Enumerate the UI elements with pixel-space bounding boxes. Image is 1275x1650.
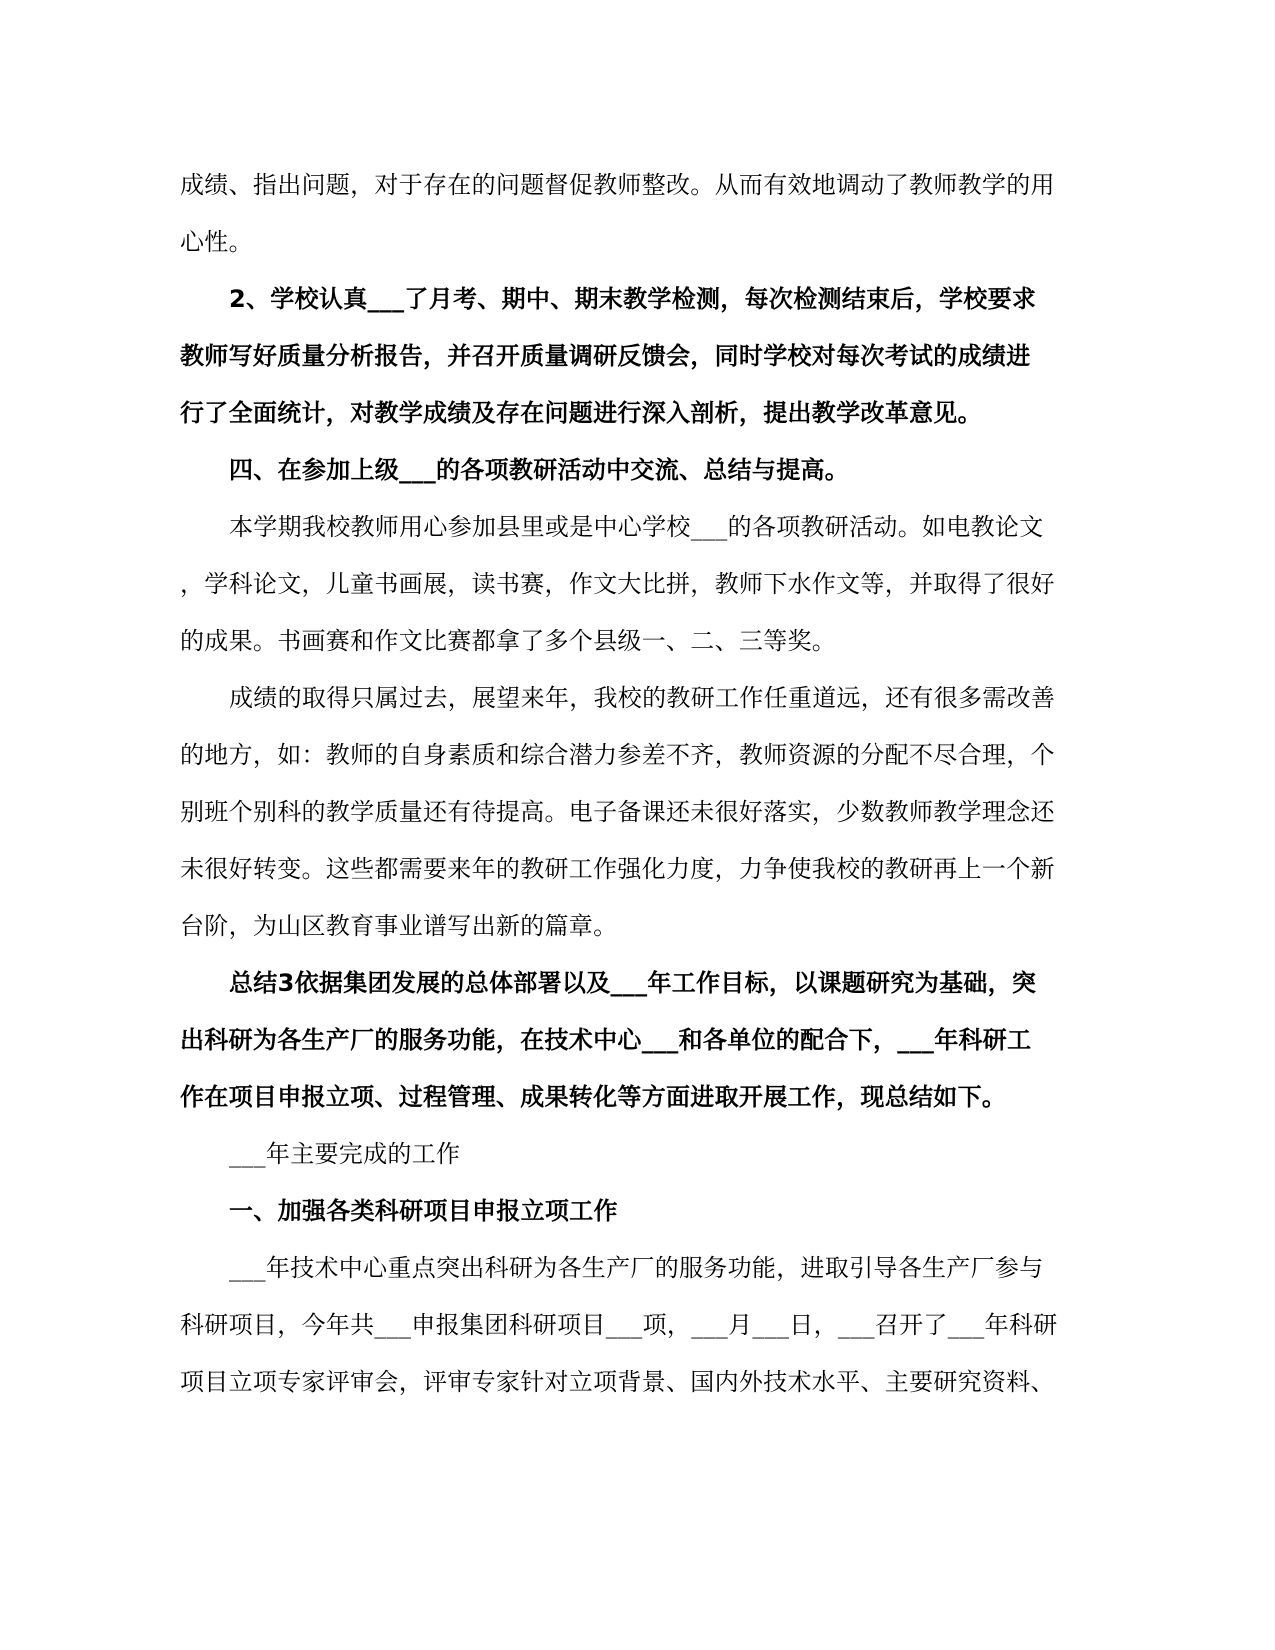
paragraph-3 — [180, 499, 1080, 670]
text-line: ，学科论文，儿童书画展，读书赛，作文大比拼，教师下水作文等，并取得了很好 — [180, 570, 1055, 598]
text-line: ___年主要完成的工作 — [229, 1140, 461, 1168]
document-page — [180, 157, 1080, 1411]
text-line: 台阶，为山区教育事业谱写出新的篇章。 — [180, 912, 618, 940]
section-heading-four — [180, 442, 1080, 499]
text-line: 科研项目，今年共___申报集团科研项目___项，___月___日，___召开了___年科研 — [180, 1311, 1058, 1339]
text-line: 教师写好质量分析报告，并召开质量调研反馈会，同时学校对每次考试的成绩进 — [180, 342, 1031, 370]
paragraph-2 — [180, 271, 1080, 442]
text-line: 项目立项专家评审会，评审专家针对立项背景、国内外技术水平、主要研究资料、 — [180, 1368, 1055, 1396]
text-line: 心性。 — [180, 228, 253, 256]
text-line: 总结3依据集团发展的总体部署以及___年工作目标，以课题研究为基础，突 — [229, 969, 1037, 997]
paragraph-summary-3 — [180, 955, 1080, 1126]
text-line: 行了全面统计，对教学成绩及存在问题进行深入剖析，提出教学改革意见。 — [180, 399, 982, 427]
text-line: 成绩、指出问题，对于存在的问题督促教师整改。从而有效地调动了教师教学的用 — [180, 171, 1055, 199]
text-line: 的地方，如：教师的自身素质和综合潜力参差不齐，教师资源的分配不尽合理，个 — [180, 741, 1055, 769]
text-line: 作在项目申报立项、过程管理、成果转化等方面进取开展工作，现总结如下。 — [180, 1083, 1007, 1111]
text-line: 成绩的取得只属过去，展望来年，我校的教研工作任重道远，还有很多需改善 — [229, 684, 1056, 712]
text-line: 的成果。书画赛和作文比赛都拿了多个县级一、二、三等奖。 — [180, 627, 837, 655]
subheading-main-work — [180, 1126, 1080, 1183]
text-line: 四、在参加上级___的各项教研活动中交流、总结与提高。 — [229, 456, 850, 484]
text-line: ___年技术中心重点突出科研为各生产厂的服务功能，进取引导各生产厂参与 — [229, 1254, 1044, 1282]
section-heading-one — [180, 1183, 1080, 1240]
paragraph-5 — [180, 1240, 1080, 1411]
text-line: 一、加强各类科研项目申报立项工作 — [229, 1197, 618, 1225]
text-line: 别班个别科的教学质量还有待提高。电子备课还未很好落实，少数教师教学理念还 — [180, 798, 1055, 826]
text-line: 未很好转变。这些都需要来年的教研工作强化力度，力争使我校的教研再上一个新 — [180, 855, 1055, 883]
paragraph-1 — [180, 157, 1080, 271]
text-line: 2、学校认真___了月考、期中、期末教学检测，每次检测结束后，学校要求 — [229, 285, 1037, 313]
text-line: 本学期我校教师用心参加县里或是中心学校___的各项教研活动。如电教论文 — [229, 513, 1044, 541]
paragraph-4 — [180, 670, 1080, 955]
text-line: 出科研为各生产厂的服务功能，在技术中心___和各单位的配合下，___年科研工 — [180, 1026, 1032, 1054]
